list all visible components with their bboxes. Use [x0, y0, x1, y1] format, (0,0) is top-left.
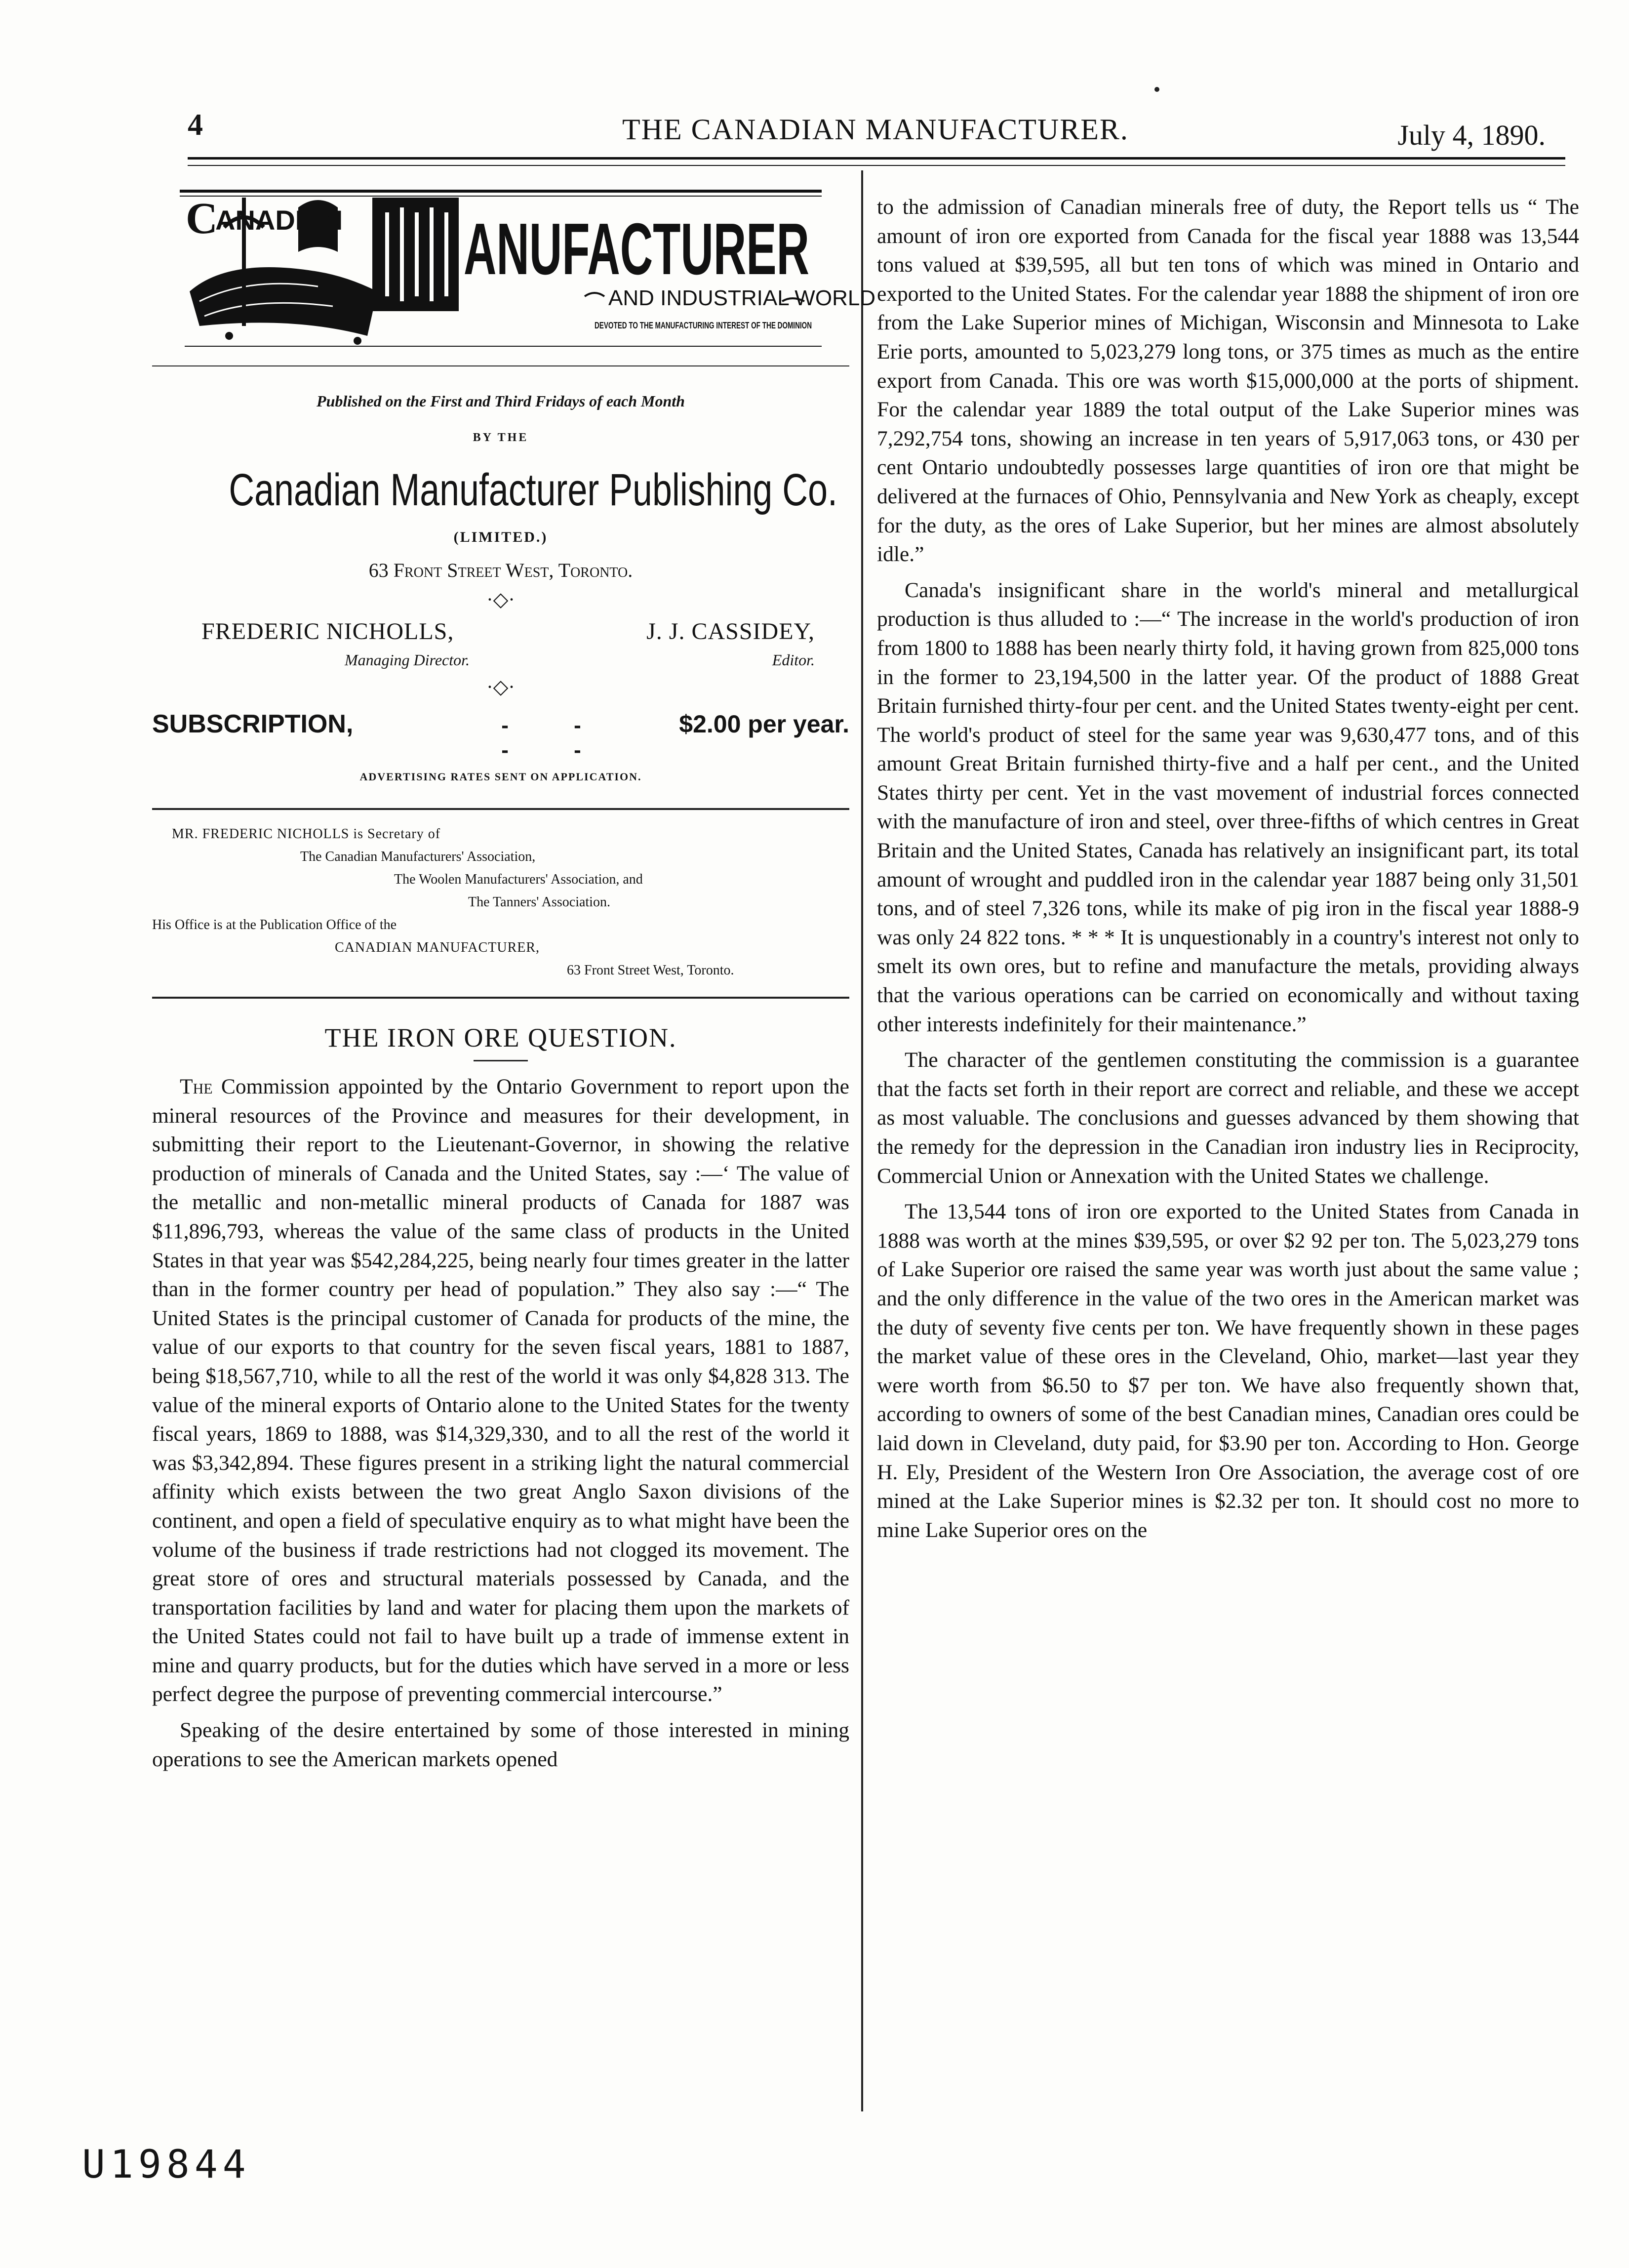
article-paragraph: Canada's insignificant share in the world's mineral and metallurgical production is thus alluded to :—“ The increase in the world's production of iron from 1800 to 1888 has been nearly thirty fold, it having grown from 825,000 tons in the former to 23,194,500 in the latter year. Of the product of 1888 Great Britain furnished thirty-four per cent. and the United States twenty-eight per cent. The world's product of steel for the same year was 9,630,477 tons, and of this amount Great Britain furnished thirty-five and a half per cent., and the United States thirty per cent. Yet in the vast movement of industrial forces connected with the manufacture of iron and steel, over three-fifths of which centres in Great Britain and the United States, Canada has relatively an insignificant part, its total amount of wrought and puddled iron in the calendar year 1887 being only 31,501 tons, and of steel 7,326 tons, while its make of pig iron in the fiscal year 1888-9 was only 24 822 tons. * * * It is unquestionably in a country's interest not only to smelt its own ores, but to refine and manufacture the metals, providing always that the various operations can be carried on economically and without taxing other interests indefinitely for their maintenance.” — [877, 578, 1579, 1036]
article-paragraph: Speaking of the desire entertained by some of those interested in mining operations to see the American markets opened — [152, 1718, 849, 1771]
article-paragraph-text: Commission appointed by the Ontario Government to report upon the mineral resources of the Province and measures for their development, in submitting their report to the Lieutenant-Governor, in showing the relative production of minerals of Canada and the United States, say :—‘ The value of the metallic and non-metallic mineral products of Canada for 1887 was $11,896,793, whereas the value of the same class of products in the United States in that year was $542,284,225, being nearly four times greater in the latter than in the former country per head of population.” They also say :—“ The United States is the principal customer of Canada for products of the mine, the value of our exports to that country for the seven fiscal years, 1881 to 1887, being $18,567,710, while to all the rest of the world it was only $4,828 313. The value of the mineral exports of Ontario alone to the United States for the twenty fiscal years, 1869 to 1888, was $14,329,330, and to all the rest of the world it was $3,342,894. These figures present in a striking light the natural commercial affinity which exists between the two great Anglo Saxon divisions of the continent, and open a field of speculative enquiry as to what might have been the volume of the business if trade restrictions had not clogged its movement. The great store of ores and structural materials possessed by Canada, and the transportation facilities by land and water for placing them upon the markets of the United States could not fail to have built up a trade of immense extent in mine and quarry products, but for the duties which have served in a more or less perfect degree the purpose of preventing commercial intercourse.” — [152, 1075, 849, 1706]
article-lead-word: The — [180, 1075, 213, 1098]
page-number: 4 — [188, 108, 203, 142]
notice-rule — [152, 997, 849, 999]
article-paragraph: The character of the gentlemen constituting the commission is a guarantee that the facts set forth in their report are correct and reliable, and these we accept as most valuable. The conclusions and guesses advanced by them showing that the remedy for the depression in the Canadian iron industry lies in Reciprocity, Commercial Union or Annexation with the United States we challenge. — [877, 1048, 1579, 1188]
secretary-line-3: The Woolen Manufacturers' Association, and — [394, 872, 643, 887]
article-title-rule — [474, 1060, 528, 1061]
editor — [646, 618, 815, 669]
managing-director — [201, 618, 470, 669]
article-title: THE IRON ORE QUESTION. — [324, 1023, 677, 1053]
masthead-rule — [152, 365, 849, 366]
secretary-notice — [152, 823, 849, 982]
secretary-line-2: The Canadian Manufacturers' Association, — [300, 849, 536, 864]
by-the-label: BY THE — [473, 431, 529, 444]
staff-listing — [152, 618, 849, 669]
secretary-line-5: His Office is at the Publication Office of the — [152, 917, 397, 932]
running-head — [188, 108, 1560, 152]
header-rule — [188, 157, 1565, 160]
ornament-divider-2: ·◇· — [486, 676, 515, 698]
article-paragraph-continued: to the admission of Canadian minerals free of duty, the Report tells us “ The amount of iron ore exported from Canada for the fiscal year 1888 was 13,544 tons valued at $39,595, all but ten tons of which was mined in Ontario and exported to the United States. For the calendar year 1888 the shipment of iron ore from the Lake Superior mines of Michigan, Wisconsin and Minnesota to Lake Erie ports, amounted to 5,023,279 long tons, or 375 times as much as the entire export from Canada. This ore was worth $15,000,000 at the ports of shipment. For the calendar year 1889 the total output of the Lake Superior mines was 7,292,754 tons, showing an increase in ten years of 5,917,063 tons, or 430 per cent Ontario undoubtedly possesses large quantities of iron ore that might be delivered at the furnaces of Ohio, Pennsylvania and New York as cheaply, except for the duty, as the ores of Lake Superior, but her mines are almost absolutely idle.” — [877, 195, 1579, 567]
left-column — [152, 178, 876, 1774]
editor-name: J. J. CASSIDEY, — [646, 618, 815, 645]
right-column — [877, 193, 1579, 1544]
subscription-price: $2.00 per year. — [679, 710, 849, 738]
print-speck — [1154, 87, 1159, 92]
masthead-logo — [170, 178, 876, 356]
subscription-line — [152, 709, 849, 763]
advertising-rates-note: ADVERTISING RATES SENT ON APPLICATION. — [359, 770, 642, 783]
article-paragraph — [152, 1072, 849, 1709]
masthead-artwork — [170, 178, 876, 356]
secretary-line-6: CANADIAN MANUFACTURER, — [335, 940, 540, 955]
masthead-word-anadian: ANADIAN — [215, 204, 343, 236]
subscription-dashes: - - - - — [501, 713, 611, 762]
article-paragraph: The 13,544 tons of iron ore exported to the United States from Canada in 1888 was worth at the mines $39,595, or over $2 92 per ton. The 5,023,279 tons of Lake Superior ore raised the same year was worth just about the same value ; and the only difference in the value of the two ores in the American market was the duty of seventy five cents per ton. We have frequently shown in these pages the market value of these ores in the Cleveland, Ohio, market—last year they were worth from $6.50 to $7 per ton. We have also frequently shown that, according to owners of some of the best Canadian mines, Canadian ores could be laid down in Cleveland, duty paid, for $3.90 per ton. According to Hon. George H. Ely, President of the Western Iron Ore Association, the average cost of ore mined at the Lake Superior mines is $2.32 per ton. It should cost no more to mine Lake Superior ores on the — [877, 1200, 1579, 1542]
director-title: Managing Director. — [345, 651, 470, 669]
masthead-subtitle: AND INDUSTRIAL WORLD — [608, 286, 876, 310]
masthead-word-anufacturer: ANUFACTURER — [464, 208, 809, 290]
accession-number: U19844 — [82, 2143, 251, 2187]
article-body-right — [877, 193, 1579, 1544]
publisher-address: 63 Front Street West, Toronto. — [368, 559, 633, 581]
subscription-label: SUBSCRIPTION, — [152, 710, 354, 738]
header-rule-thin — [188, 165, 1565, 166]
column-divider — [861, 170, 863, 2111]
imprint-rule — [152, 808, 849, 810]
publication-title: THE CANADIAN MANUFACTURER. — [622, 113, 1129, 146]
ornament-divider: ·◇· — [486, 588, 515, 610]
masthead-devoted-line: DEVOTED TO THE MANUFACTURING INTEREST OF THE DOMINION — [595, 321, 812, 330]
editor-title: Editor. — [772, 651, 815, 669]
issue-date: July 4, 1890. — [1397, 119, 1546, 151]
article-body-left — [152, 1072, 849, 1774]
publisher-name: Canadian Manufacturer Publishing Co. — [229, 465, 837, 515]
secretary-line-4: The Tanners' Association. — [468, 894, 610, 910]
secretary-line-1: MR. FREDERIC NICHOLLS is Secretary of — [172, 826, 441, 842]
publication-schedule: Published on the First and Third Fridays of each Month — [317, 392, 685, 410]
secretary-line-7: 63 Front Street West, Toronto. — [567, 963, 734, 978]
svg-text:C: C — [186, 194, 218, 243]
limited-label: (LIMITED.) — [453, 529, 548, 545]
director-name: FREDERIC NICHOLLS, — [201, 618, 454, 645]
